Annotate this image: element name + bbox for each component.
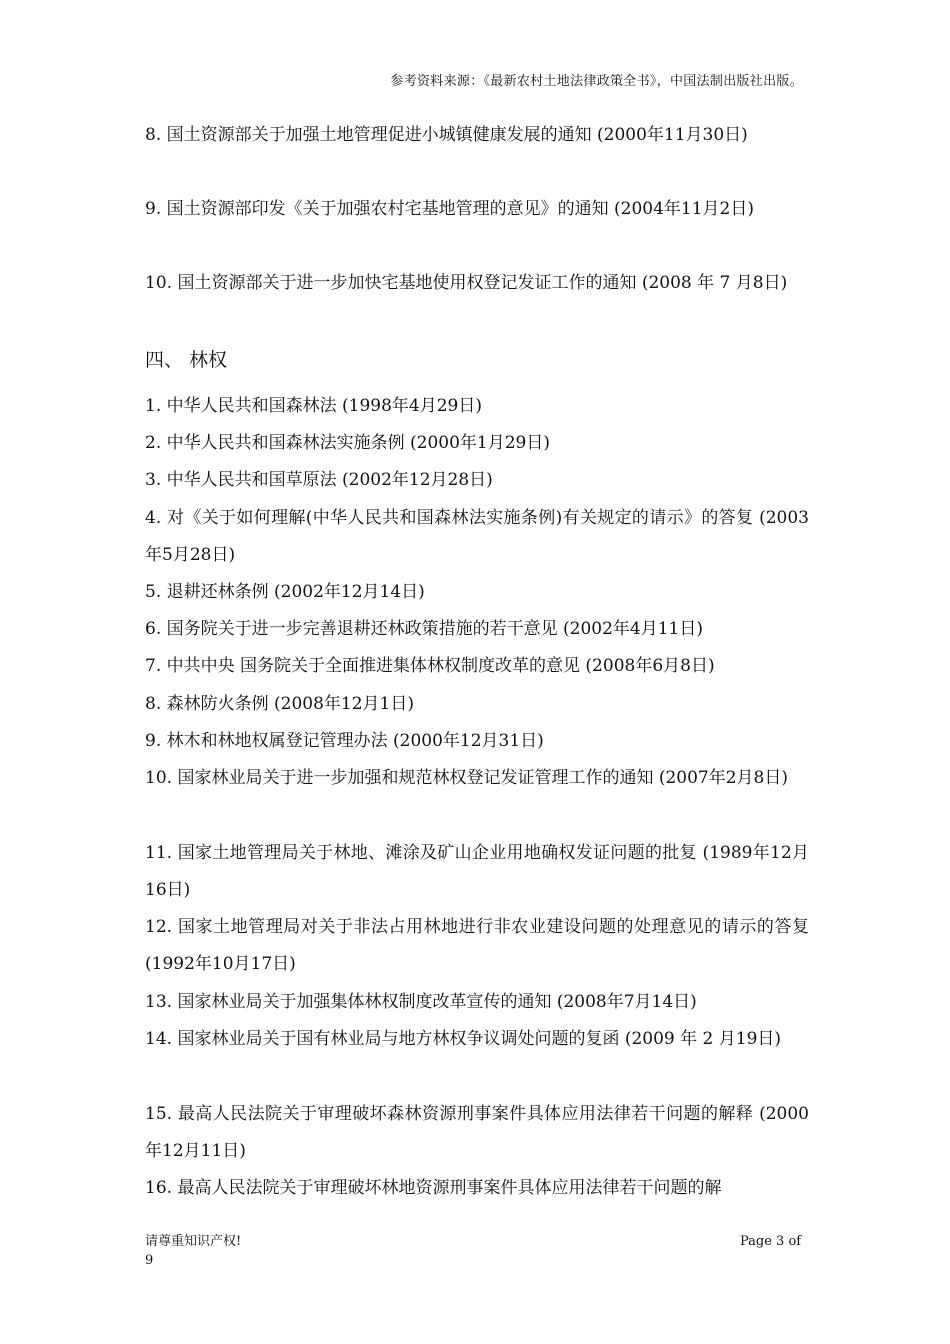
- list-item: 4. 对《关于如何理解(中华人民共和国森林法实施条例)有关规定的请示》的答复 (2003年5月28日): [145, 508, 809, 565]
- list-item: 7. 中共中央 国务院关于全面推进集体林权制度改革的意见 (2008年6月8日): [145, 656, 715, 676]
- list-item: 2. 中华人民共和国森林法实施条例 (2000年1月29日): [145, 433, 551, 453]
- source-note: 参考资料来源：《最新农村土地法律政策全书》，中国法制出版社出版。: [390, 74, 803, 89]
- list-item: 5. 退耕还林条例 (2002年12月14日): [145, 582, 425, 602]
- copyright-notice: 请尊重知识产权!: [145, 1234, 242, 1249]
- list-item: 1. 中华人民共和国森林法 (1998年4月29日): [145, 396, 483, 416]
- list-item: 9. 林木和林地权属登记管理办法 (2000年12月31日): [145, 731, 544, 751]
- list-item: 11. 国家土地管理局关于林地、滩涂及矿山企业用地确权发证问题的批复 (1989年12月16日): [145, 843, 809, 900]
- list-item: 10. 国家林业局关于进一步加强和规范林权登记发证管理工作的通知 (2007年2月8日): [145, 768, 789, 788]
- list-item: 6. 国务院关于进一步完善退耕还林政策措施的若干意见 (2002年4月11日): [145, 619, 704, 639]
- list-item: 3. 中华人民共和国草原法 (2002年12月28日): [145, 470, 493, 490]
- list-item: 10. 国土资源部关于进一步加快宅基地使用权登记发证工作的通知 (2008 年 7 月8日): [145, 273, 788, 293]
- list-item: 8. 森林防火条例 (2008年12月1日): [145, 694, 415, 714]
- page-number-label: Page 3 of: [740, 1234, 802, 1249]
- list-item: 9. 国土资源部印发《关于加强农村宅基地管理的意见》的通知 (2004年11月2日): [145, 199, 755, 219]
- list-item: 12. 国家土地管理局对关于非法占用林地进行非农业建设问题的处理意见的请示的答复 (1992年10月17日): [145, 917, 809, 974]
- list-item: 15. 最高人民法院关于审理破坏森林资源刑事案件具体应用法律若干问题的解释 (2000年12月11日): [145, 1104, 809, 1161]
- list-item: 16. 最高人民法院关于审理破坏林地资源刑事案件具体应用法律若干问题的解: [145, 1178, 722, 1198]
- page-total: 9: [145, 1253, 154, 1268]
- list-item: 14. 国家林业局关于国有林业局与地方林权争议调处问题的复函 (2009 年 2 月19日): [145, 1029, 782, 1049]
- list-item: 8. 国土资源部关于加强土地管理促进小城镇健康发展的通知 (2000年11月30日): [145, 125, 748, 145]
- section-heading: 四、 林权: [145, 349, 228, 371]
- list-item: 13. 国家林业局关于加强集体林权制度改革宣传的通知 (2008年7月14日): [145, 992, 697, 1012]
